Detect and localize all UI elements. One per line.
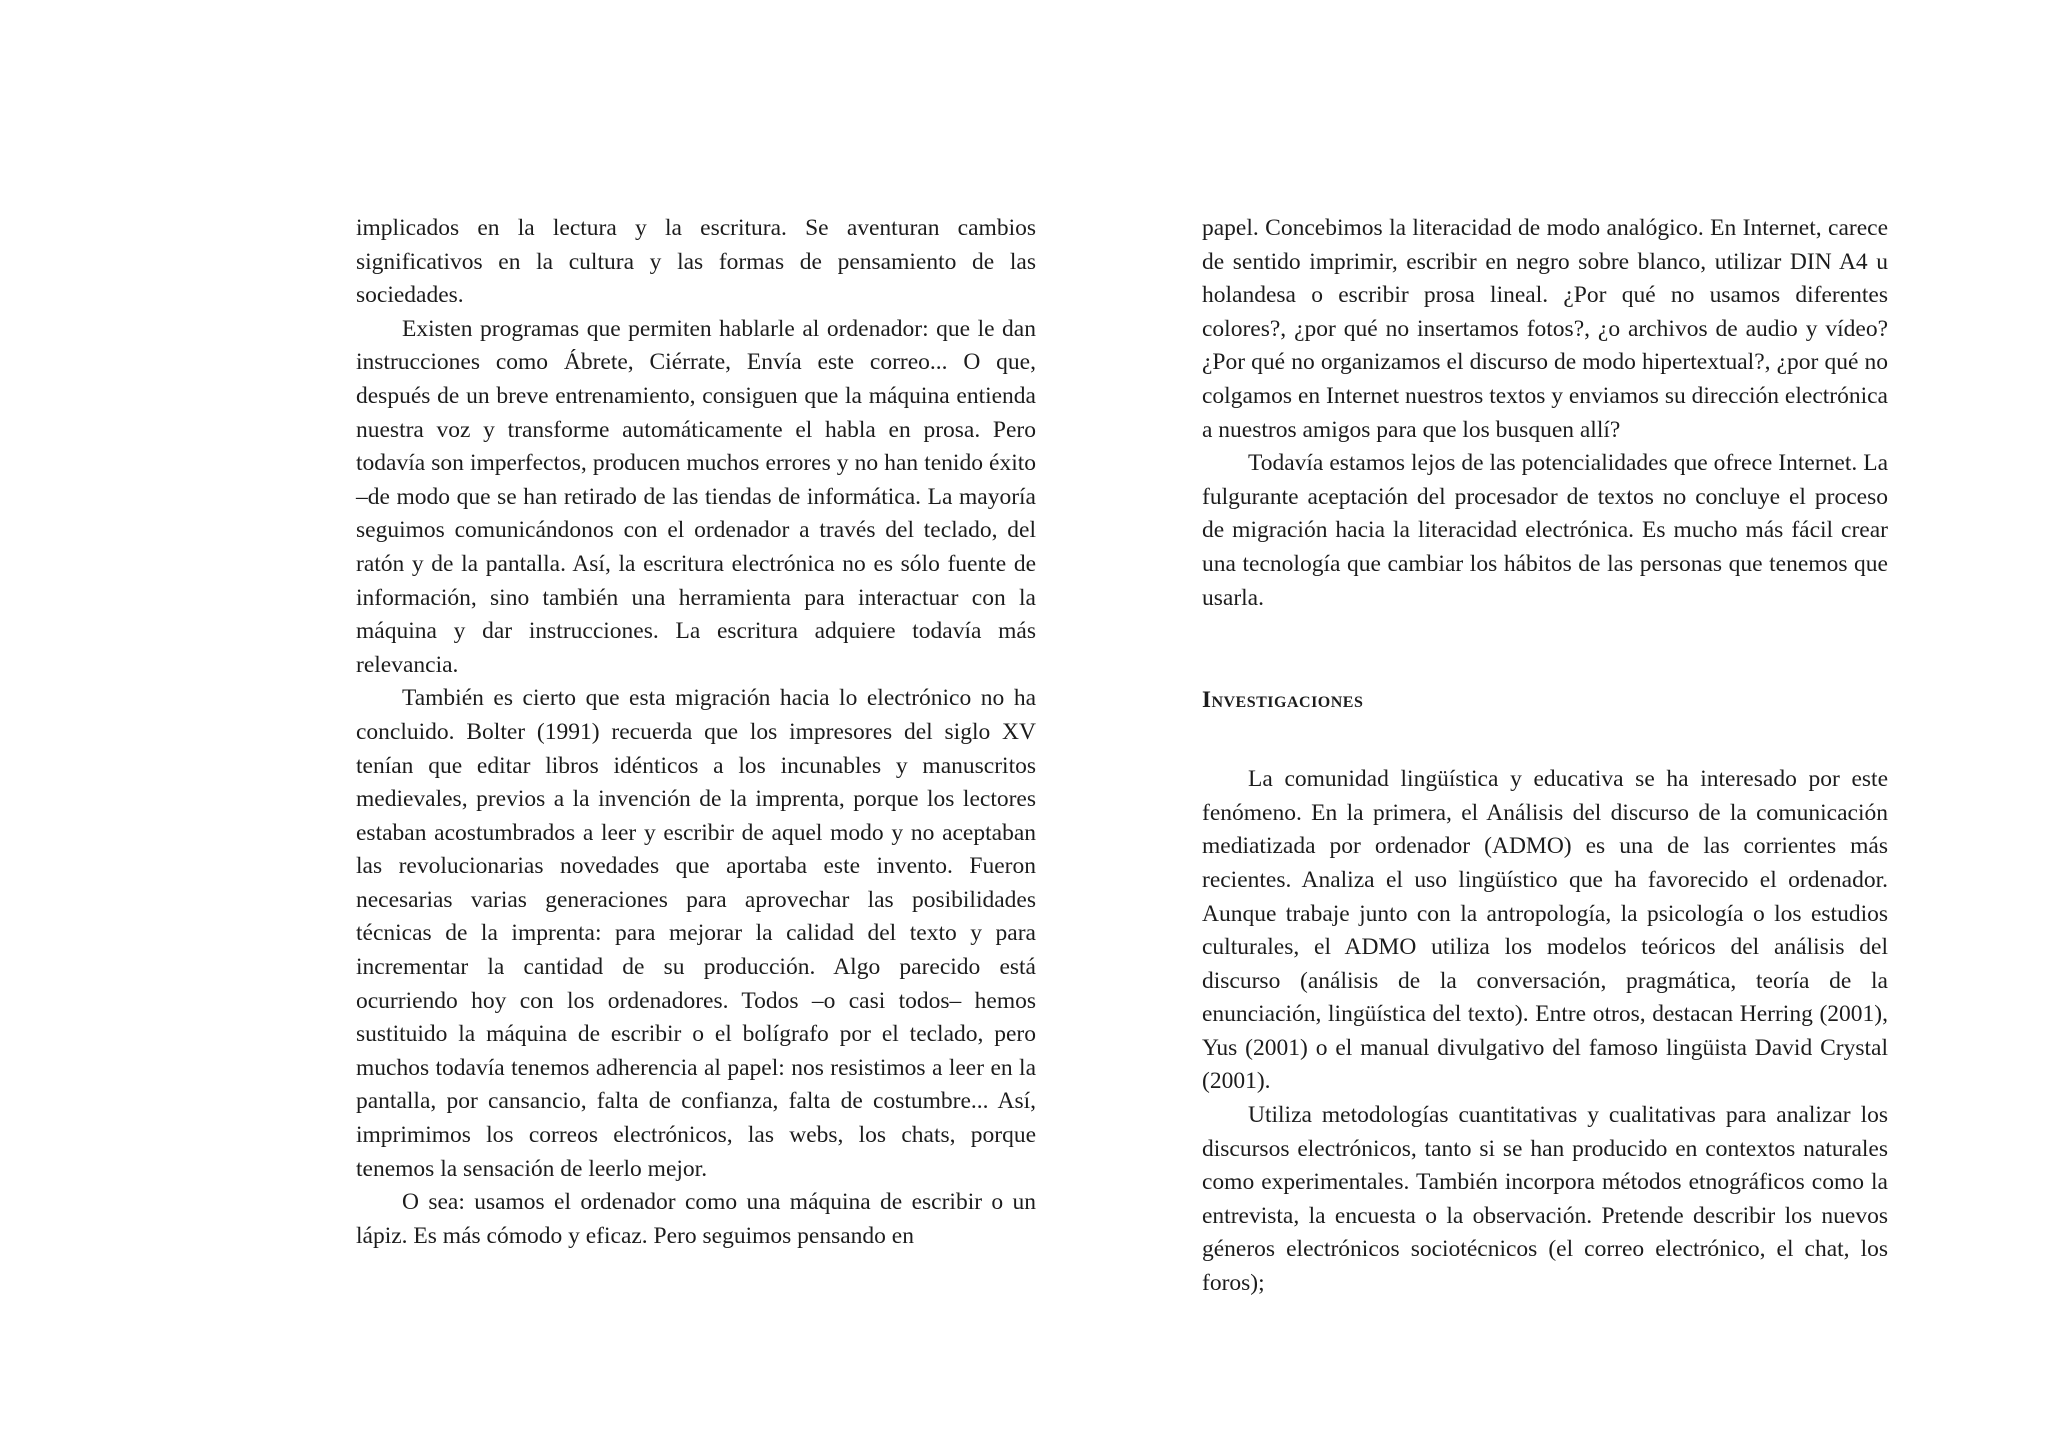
left-paragraph-1: implicados en la lectura y la escritura. Se aventuran cambios significativos en la cultura y las formas de pensamiento de las sociedades.	[356, 215, 1036, 309]
left-paragraph-3: También es cierto que esta migración hacia lo electrónico no ha concluido. Bolter (1991) recuerda que los impresores del siglo XV tenían que editar libros idénticos a los incunables y manuscritos medievales, previos a la invención de la imprenta, porque los lectores estaban acostumbrados a leer y escribir de aquel modo y no aceptaban las revolucionarias novedades que aportaba este invento. Fueron necesarias varias generaciones para aprovechar las posibilidades técnicas de la imprenta: para mejorar la calidad del texto y para incrementar la cantidad de su producción. Algo parecido está ocurriendo hoy con los ordenadores. Todos –o casi todos– hemos sustituido la máquina de escribir o el bolígrafo por el teclado, pero muchos todavía tenemos adherencia al papel: nos resistimos a leer en la pantalla, por cansancio, falta de confianza, falta de costumbre... Así, imprimimos los correos electrónicos, las webs, los chats, porque tenemos la sensación de leerlo mejor.	[356, 685, 1036, 1182]
left-page	[356, 212, 1036, 1253]
left-paragraph-2: Existen programas que permiten hablarle al ordenador: que le dan instrucciones como Ábrete, Ciérrate, Envía este correo... O que, después de un breve entrenamiento, consiguen que la máquina entienda nuestra voz y transforme automáticamente el habla en prosa. Pero todavía son imperfectos, producen muchos errores y no han tenido éxito –de modo que se han retirado de las tiendas de informática. La mayoría seguimos comunicándonos con el ordenador a través del teclado, del ratón y de la pantalla. Así, la escritura electrónica no es sólo fuente de información, sino también una herramienta para interactuar con la máquina y dar instrucciones. La escritura adquiere todavía más relevancia.	[356, 315, 1036, 678]
left-paragraph-4: O sea: usamos el ordenador como una máquina de escribir o un lápiz. Es más cómodo y eficaz. Pero seguimos pensando en	[356, 1189, 1036, 1249]
right-paragraph-1: papel. Concebimos la literacidad de modo analógico. En Internet, carece de sentido imprimir, escribir en negro sobre blanco, utilizar DIN A4 u holandesa o escribir prosa lineal. ¿Por qué no usamos diferentes colores?, ¿por qué no insertamos fotos?, ¿o archivos de audio y vídeo? ¿Por qué no organizamos el discurso de modo hipertextual?, ¿por qué no colgamos en Internet nuestros textos y enviamos su dirección electrónica a nuestros amigos para que los busquen allí?	[1202, 215, 1888, 443]
section-body	[1202, 763, 1888, 1301]
book-spine-shadow	[1056, 118, 1140, 1208]
right-page	[1202, 212, 1888, 1301]
section-paragraph-2: Utiliza metodologías cuantitativas y cualitativas para analizar los discursos electrónicos, tanto si se han producido en contextos naturales como experimentales. También incorpora métodos etnográficos como la entrevista, la encuesta o la observación. Pretende describir los nuevos géneros electrónicos sociotécnicos (el correo electrónico, el chat, los foros);	[1202, 1102, 1888, 1297]
section-paragraph-1: La comunidad lingüística y educativa se ha interesado por este fenómeno. En la primera, el Análisis del discurso de la comunicación mediatizada por ordenador (ADMO) es una de las corrientes más recientes. Analiza el uso lingüístico que ha favorecido el ordenador. Aunque trabaje junto con la antropología, la psicología o los estudios culturales, el ADMO utiliza los modelos teóricos del análisis del discurso (análisis de la conversación, pragmática, teoría de la enunciación, lingüística del texto). Entre otros, destacan Herring (2001), Yus (2001) o el manual divulgativo del famoso lingüista David Crystal (2001).	[1202, 766, 1888, 1095]
section-heading: Investigaciones	[1202, 687, 1364, 713]
right-paragraph-2: Todavía estamos lejos de las potencialidades que ofrece Internet. La fulgurante aceptación del procesador de textos no concluye el proceso de migración hacia la literacidad electrónica. Es mucho más fácil crear una tecnología que cambiar los hábitos de las personas que tenemos que usarla.	[1202, 450, 1888, 611]
